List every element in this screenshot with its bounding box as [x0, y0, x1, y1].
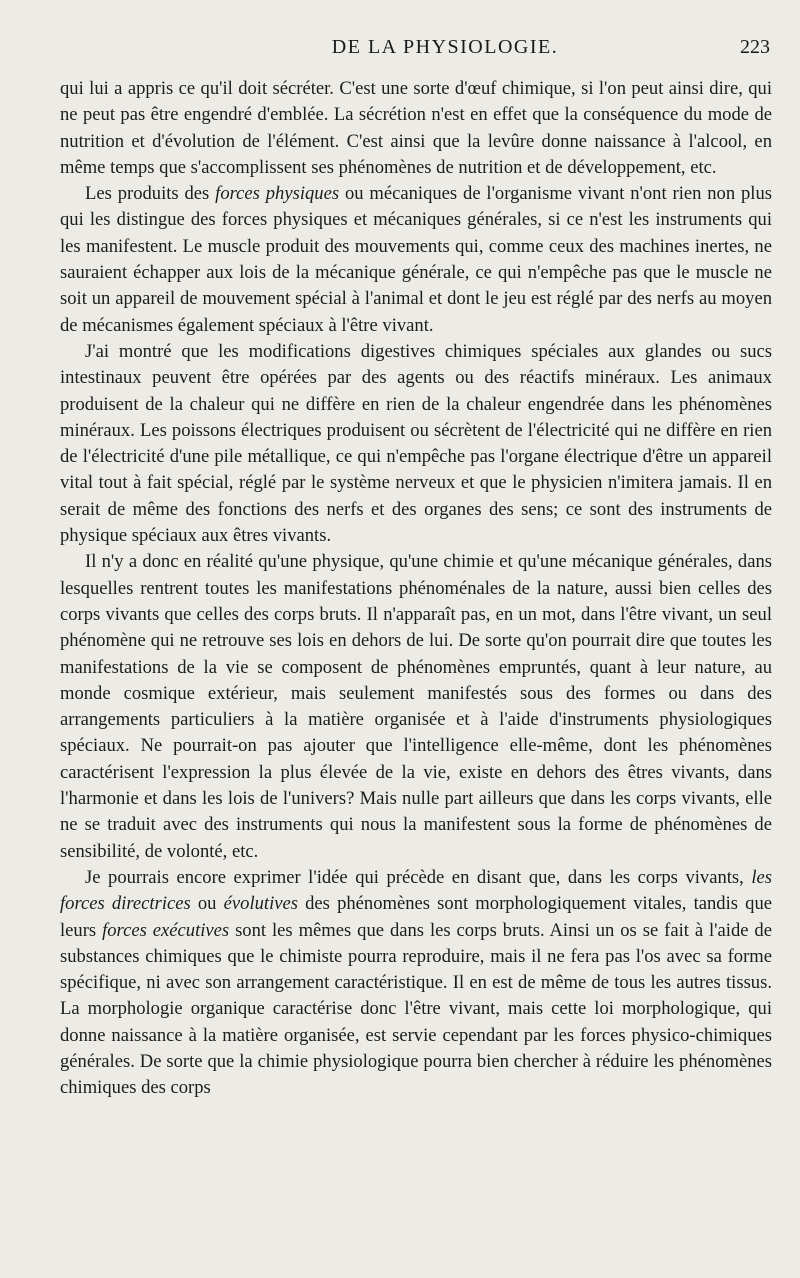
running-head	[60, 36, 770, 62]
italic-phrase: forces exécutives	[102, 919, 230, 941]
text-run: ou mécaniques de l'organisme vivant n'ont rien non plus qui les distingue des forces physiques et mécaniques générales, si ce n'est les instruments qui les manifestent. Le muscle produit des mouvements qui, comme ceux des machines inertes, ne sauraient échapper aux lois de la mécanique générale, ce qui n'empêche pas que le muscle ne soit un appareil de mouvement spécial à l'animal et dont le jeu est réglé par des nerfs au moyen de mécanismes également spéciaux à l'être vivant.	[60, 183, 772, 336]
text-run: J'ai montré que les modifications digestives chimiques spéciales aux glandes ou sucs intestinaux peuvent être opérées par des agents ou des réactifs minéraux. Les animaux produisent de la chaleur qui ne diffère en rien de la chaleur engendrée dans les phénomènes minéraux. Les poissons électriques produisent ou sécrètent de l'électricité qui ne diffère en rien de l'électricité d'une pile métallique, ce qui n'empêche pas l'organe électrique d'être un appareil vital tout à fait spécial, réglé par le système nerveux et que le physicien n'imitera jamais. Il en serait de même des fonctions des nerfs et des organes des sens; ce sont des instruments de physique spéciaux aux êtres vivants.	[60, 340, 772, 547]
text-run: Il n'y a donc en réalité qu'une physique, qu'une chimie et qu'une mécanique générales, dans lesquelles rentrent toutes les manifestations phénoménales de la nature, aussi bien celles des corps vivants que celles des corps bruts. Il n'apparaît pas, en un mot, dans l'être vivant, un seul phénomène qui ne retrouve ses lois en dehors de lui. De sorte qu'on pourrait dire que toutes les manifestations de la vie se composent de phénomènes empruntés, quant à leur nature, au monde cosmique extérieur, mais seulement manifestés sous des formes ou dans des arrangements particuliers à la matière organisée et à l'aide d'instruments physiologiques spéciaux. Ne pourrait-on pas ajouter que l'intelligence elle-même, dont les phénomènes caractérisent l'expression la plus élevée de la vie, existe en dehors des êtres vivants, dans l'harmonie et dans les lois de l'univers? Mais nulle part ailleurs que dans les corps vivants, elle ne se traduit avec des instruments qui nous la manifestent sous la forme de phénomènes de sensibilité, de volonté, etc.	[60, 551, 772, 862]
text-run: Les produits des	[85, 183, 216, 205]
running-title: DE LA PHYSIOLOGIE.	[331, 36, 559, 58]
paragraph	[60, 549, 772, 865]
page-number: 223	[740, 36, 770, 58]
italic-phrase: forces physiques	[215, 183, 340, 205]
text-run: ou	[190, 893, 224, 915]
paragraph	[60, 181, 772, 339]
text-run: des phénomènes sont morphologiquement vitales, tandis que leurs	[60, 893, 772, 941]
text-run: sont les mêmes que dans les corps bruts. Ainsi un os se fait à l'aide de substances chimiques que le chimiste pourra reproduire, mais il ne fera pas l'os avec sa forme spécifique, ni avec son arrangement caractéristique. Il en est de même de tous les autres tissus. La morphologie organique caractérise donc l'être vivant, mais cette loi morphologique, qui donne naissance à la matière organisée, est servie cependant par les forces physico-chimiques générales. De sorte que la chimie physiologique pourra bien chercher à réduire les phénomènes chimiques des corps	[60, 919, 772, 1099]
body-text	[60, 76, 772, 1102]
paragraph	[60, 339, 772, 549]
text-run: Je pourrais encore exprimer l'idée qui précède en disant que, dans les corps vivants,	[85, 866, 752, 888]
paragraph	[60, 76, 772, 181]
italic-phrase: les forces directrices	[60, 866, 772, 915]
italic-phrase: évolutives	[223, 893, 298, 915]
paragraph	[60, 865, 772, 1102]
text-run: qui lui a appris ce qu'il doit sécréter. C'est une sorte d'œuf chimique, si l'on peut ainsi dire, qui ne peut pas être engendré d'emblée. La sécrétion n'est en effet que la conséquence du mode de nutrition et d'évolution de l'élément. C'est ainsi que la levûre donne naissance à l'alcool, en même temps que s'accomplissent ses phénomènes de nutrition et de développement, etc.	[60, 78, 772, 178]
